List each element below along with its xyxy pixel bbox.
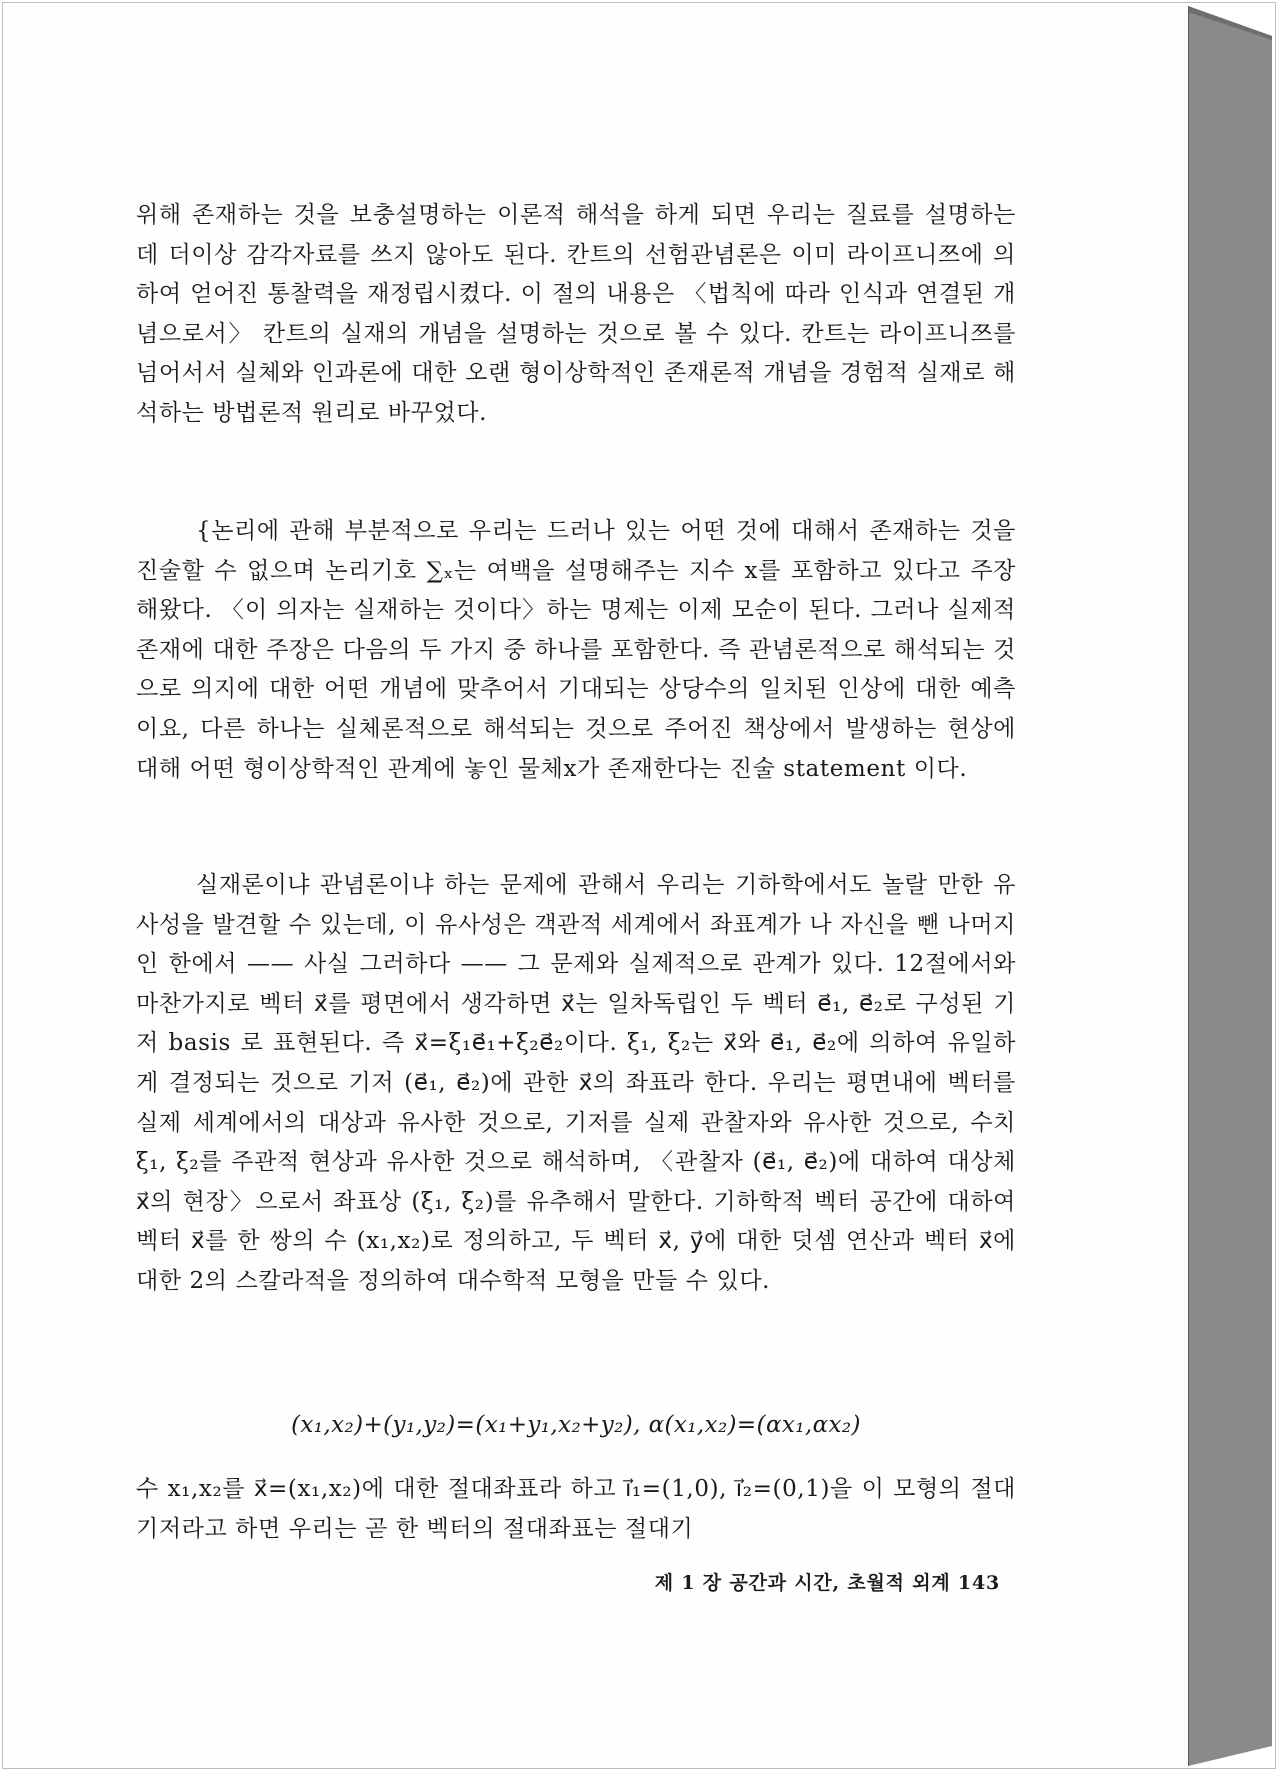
paragraph-4: 수 x₁,x₂를 x⃗=(x₁,x₂)에 대한 절대좌표라 하고 i⃗₁=(1,0), i⃗₂=(0,1)을 이 모형의 절대기저라고 하면 우리는 곧 한 벡터의 절대좌표는 절대기 [136, 1476, 1016, 1542]
page-footer: 제 1 장 공간과 시간, 초월적 외계 143 [654, 1572, 1000, 1594]
paragraph-3: 실재론이냐 관념론이냐 하는 문제에 관해서 우리는 기하학에서도 놀랄 만한 유사성을 발견할 수 있는데, 이 유사성은 객관적 세계에서 좌표계가 나 자신을 뺀 나머지인 한에서 —— 사실 그러하다 —— 그 문제와 실제적으로 관계가 있다. 12절에서와 마찬가지로 벡터 x⃗를 평면에서 생각하면 x⃗는 일차독립인 두 벡터 e⃗₁, e⃗₂로 구성된 기저 basis 로 표현된다. 즉 x⃗=ξ₁e⃗₁+ξ₂e⃗₂이다. ξ₁, ξ₂는 x⃗와 e⃗₁, e⃗₂에 의하여 유일하게 결정되는 것으로 기저 (e⃗₁, e⃗₂)에 관한 x⃗의 좌표라 한다. 우리는 평면내에 벡터를 실제 세계에서의 대상과 유사한 것으로, 기저를 실제 관찰자와 유사한 것으로, 수치 ξ₁, ξ₂를 주관적 현상과 유사한 것으로 해석하며, 〈관찰자 (e⃗₁, e⃗₂)에 대하여 대상체 x⃗의 현장〉으로서 좌표상 (ξ₁, ξ₂)를 유추해서 말한다. 기하학적 벡터 공간에 대하여 벡터 x⃗를 한 쌍의 수 (x₁,x₂)로 정의하고, 두 벡터 x⃗, y⃗에 대한 덧셈 연산과 벡터 x⃗에 대한 2의 스칼라적을 정의하여 대수학적 모형을 만들 수 있다. [136, 872, 1016, 1294]
paragraph-2: {논리에 관해 부분적으로 우리는 드러나 있는 어떤 것에 대해서 존재하는 것을 진술할 수 없으며 논리기호 ∑ₓ는 여백을 설명해주는 지수 x를 포함하고 있다고 주장해왔다. 〈이 의자는 실재하는 것이다〉하는 명제는 이제 모순이 된다. 그러나 실제적 존재에 대한 주장은 다음의 두 가지 중 하나를 포함한다. 즉 관념론적으로 해석되는 것으로 의지에 대한 어떤 개념에 맞추어서 기대되는 상당수의 일치된 인상에 대한 예측이요, 다른 하나는 실체론적으로 해석되는 것으로 주어진 책상에서 발생하는 현상에 대해 어떤 형이상학적인 관계에 놓인 물체x가 존재한다는 진술 statement 이다. [136, 518, 1016, 782]
paragraph-1: 위해 존재하는 것을 보충설명하는 이론적 해석을 하게 되면 우리는 질료를 설명하는 데 더이상 감각자료를 쓰지 않아도 된다. 칸트의 선험관념론은 이미 라이프니쯔에 의하여 얻어진 통찰력을 재정립시켰다. 이 절의 내용은 〈법칙에 따라 인식과 연결된 개념으로서〉 칸트의 실재의 개념을 설명하는 것으로 볼 수 있다. 칸트는 라이프니쯔를 넘어서서 실체와 인과론에 대한 오랜 형이상학적인 존재론적 개념을 경험적 실재로 해석하는 방법론적 원리로 바꾸었다. [136, 202, 1016, 426]
formula-line: (x₁,x₂)+(y₁,y₂)=(x₁+y₁,x₂+y₂), α(x₁,x₂)=(αx₁,αx₂) [291, 1412, 861, 1438]
book-spine-edge [1188, 6, 1272, 1766]
